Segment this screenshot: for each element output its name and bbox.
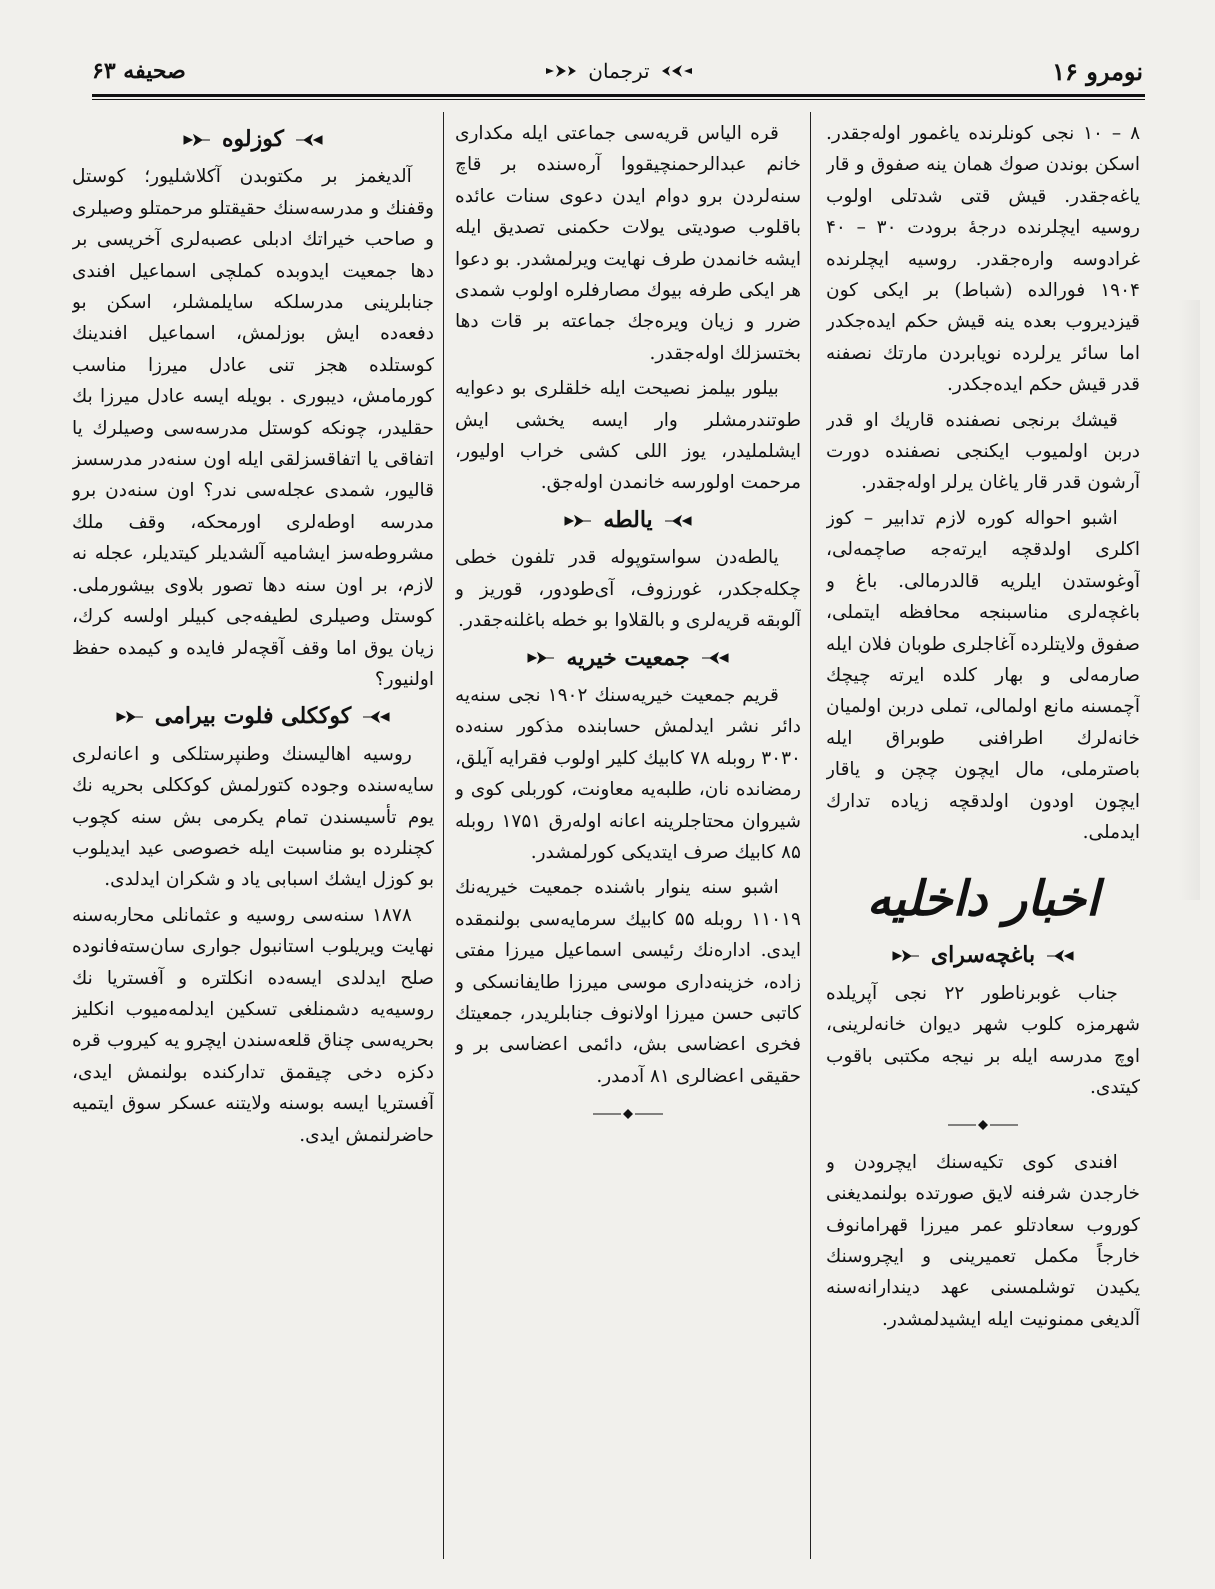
subsection-title: كوزلوه bbox=[221, 126, 285, 152]
section-heading-domestic-news: اخبار داخلیه bbox=[866, 871, 1100, 928]
paragraph: ۸ – ۱۰ نجی كونلرنده یاغمور اوله‌جقدر. اسكن بوندن صوك همان ینه صفوق و قار یاغه‌جقدر. قیش قتی شدتلی اولوب روسیه ایچلرنده درجۀ برودت ۳۰ – ۴۰ غرادوسه وارەجقدر. روسیه ایچلرنده ۱۹۰۴ فورالده (شباط) بر ایكی كون قیزدیروب بعده ینه قیش حكم ایده‌جكدر اما سائر یرلرده نویابردن مارتك نصفنه قدر قیش حكم ایده‌جكدر. bbox=[826, 123, 1140, 396]
ornament-icon bbox=[553, 514, 593, 528]
header-rule-thin bbox=[92, 99, 1145, 100]
subsection-title: باغچه‌سرای bbox=[930, 942, 1036, 969]
separator-ornament bbox=[455, 1098, 801, 1129]
paragraph: قره الیاس قریه‌سی جماعتی ایله مكداری خانم عبدالرحمنچیقووا آره‌سنده بر قاچ سنه‌لردن برو دوام ایدن دعوی سنات عائده باقلوب صودیتی یولات حكمنی تصدیق ایله ایشه خانمدن طرف نهایت ویرلمشدر. بو دعوا هر ایكی طرفه بیوك مصارفلره اولوب شمدی ضرر و زیان ویرەجك جماعته بر قات دها بختسزلك اوله‌جقدر. bbox=[455, 123, 801, 364]
masthead bbox=[92, 50, 1143, 92]
subsection-title: جمعیت خیریه bbox=[566, 644, 690, 671]
page-edge-shadow bbox=[1178, 300, 1200, 900]
column-middle bbox=[455, 118, 801, 1561]
paragraph: ۱۸۷۸ سنه‌سی روسیه و عثمانلی محاربه‌سنه نهایت ویریلوب استانبول جواری سان‌سته‌فانوده صلح ایدلدی ایسه‌ده انكلترە و آفستریا نك روسیه‌یه دشمنلغی تسكین ایدلمه‌میوب انكلیز بحریه‌سی چناق قلعه‌سندن ایچرو یه كیروب قره دكزه دخی چیقمق تداركنده بولنمش ایدی، آفستریا ایسه بوسنه ولایتنه عسكر سوق ایتمیه حاضرلنمش ایدی. bbox=[72, 904, 434, 1146]
paragraph: بیلور بیلمز نصیحت ایله خلقلری بو دعوایه طوتندرمشلر وار ایسه یخشی ایش ایشلملیدر، یوز اللی كشی خراب اولیور، مرحمت اولورسه خانمدن اوله‌جق. bbox=[455, 378, 801, 494]
page-number: صحیفه ۶۳ bbox=[92, 58, 186, 84]
paragraph: قیشك برنجی نصفنده قاریك او قدر دربن اولمیوب ایكنجی نصفنده دورت آرشون قدر قار یاغان یرلر اوله‌جقدر. bbox=[826, 409, 1140, 494]
ornament-icon bbox=[663, 514, 703, 528]
paragraph: یالطه‌دن سواستوپوله قدر تلفون خطی چكله‌جكدر، غورزوف، آی‌طودور، قوریز و آلوبقه قریه‌لری و بالقلاوا بو خطه باغلنه‌جقدر. bbox=[455, 547, 801, 632]
ornament-icon bbox=[105, 710, 145, 724]
paragraph: افندی كوی تكیه‌سنك ایچرودن و خارجدن شرفنه لایق صورتده بولنمدیغنی كوروب سعادتلو عمر میرزا قهرامانوف خارجاً مكمل تعمیرینی و ایچروسنك یكیدن توشلمسنی عهد دیندارانه‌سنه آلدیغی ممنونیت ایله ایشیدلمشدر. bbox=[826, 1151, 1140, 1330]
ornament-icon bbox=[361, 710, 401, 724]
subsection-title: یالطه bbox=[603, 506, 653, 533]
paragraph: روسیه اهالیسنك وطنپرستلكی و اعانه‌لری سایه‌سنده وجوده كتورلمش كوككلی بحریه نك یوم تأسیسندن تمام یكرمی بش سنه كچوب كچنلرده بو مناسبت ایله خصوصی عید ایدیلوب بو كوزل ایشك اسبابی یاد و شكران ایدلدی. bbox=[72, 743, 434, 891]
ornament-icon bbox=[516, 651, 556, 665]
paragraph: جناب غوبرناطور ۲۲ نجی آپریلده شهرمزه كلوب شهر دیوان خانه‌لرینی، اوچ مدرسه ایله بر نیجه مكتبی باقوب كیتدی. bbox=[826, 982, 1140, 1098]
issue-number: نومرو ۱۶ bbox=[1052, 56, 1143, 86]
subsection-heading bbox=[826, 940, 1140, 971]
paragraph: اشبو سنه ینوار باشنده جمعیت خیریه‌نك ۱۱۰۱۹ روبله ۵۵ كابیك سرمایه‌سی بولنمقده ایدی. اداره‌نك رئیسی اسماعیل میرزا مفتی زاده، خزینه‌داری موسی میرزا طایفانسكی و كاتبی حسن میرزا اولانوف جنابلریدر، جمعیتك فخری اعضاسی بش، دائمی اعضاسی بر و حقیقی اعضالری ۸۱ آدمدر. bbox=[455, 877, 801, 1087]
right-ornament-icon bbox=[544, 64, 578, 78]
subsection-heading bbox=[455, 643, 801, 674]
subsection-title: كوككلی فلوت بیرامی bbox=[154, 703, 352, 730]
column-left bbox=[72, 118, 434, 1561]
column-divider bbox=[810, 112, 811, 1559]
column-right bbox=[826, 118, 1140, 1561]
paper-title-block bbox=[544, 59, 693, 83]
paragraph: آلدیغمز بر مكتوبدن آكلاشلیور؛ كوستل وقفنك و مدرسه‌سنك حقیقتلو مرحمتلو وصیلری و صاحب خیراتك ادبلی عصبه‌لری آخریسی بر دها جمعیت ایدوبده كملچی اسماعیل افندی جنابلرینی مدرسلكه سایلمشلر، اسكن بو دفعه‌ده ایش بوزلمش، اسماعیل افندینك كوستلده هجز تنی عادل میرزا مناسب كورمامش، دیبوری . بویله ایسه عادل میرزا بك حقلیدر، چونكه كوستل مدرسه‌سی وصیلرك یا اتفاقی یا اتفاقسزلقی ایله اون سنه‌در مدرسسز قالیور، شمدی عجله‌سی ندر؟ اون سنه‌دن برو مدرسه اوطه‌لری اورمحكه، وقف ملك مشروطه‌سز ایشامیه آلشدیلر كیتدیلر، عجله نه لازم، بر اون سنه دها تصور بلاوی بیشورملی. كوستل وصیلری لطیفه‌جی كبیلر اولسه كرك، زیان یوق اما وقف آقچه‌لر فایده و كیمده حفظ اولنیور؟ bbox=[72, 166, 434, 690]
subsection-heading bbox=[72, 124, 434, 155]
ornament-icon bbox=[700, 651, 740, 665]
ornament-icon bbox=[1045, 949, 1085, 963]
ornament-icon bbox=[172, 133, 212, 147]
subsection-heading bbox=[72, 701, 434, 732]
paragraph: قریم جمعیت خیریه‌سنك ۱۹۰۲ نجی سنه‌یه دائر نشر ایدلمش حسابنده مذكور سنه‌ده ۳۰۳۰ روبله ۷۸ كابیك كلیر اولوب فقرایه آیلق، رمضانده نان، طلبه‌یه معاونت، كوربلی كوی و شیروان محتاجلرینه اعانه اوله‌رق ۱۷۵۱ روبله ۸۵ كابیك صرف ایتدیكی كورلمشدر. bbox=[455, 684, 801, 863]
left-ornament-icon bbox=[660, 64, 694, 78]
subsection-heading bbox=[455, 505, 801, 536]
separator-ornament bbox=[826, 1109, 1140, 1140]
ornament-icon bbox=[294, 133, 334, 147]
header-rule bbox=[92, 94, 1145, 97]
column-divider bbox=[443, 112, 444, 1559]
paper-title: ترجمان bbox=[588, 59, 650, 83]
ornament-icon bbox=[881, 949, 921, 963]
paragraph: اشبو احواله كوره لازم تدابیر – كوز اكلری اولدقچه ایرته‌جه صاچمه‌لی، آوغوستدن ایلریه قالدرمالی. باغ و باغچه‌لری مناسبنجه محافظه ایتملی، صفوق ولایتلرده آغاجلری طوبان فلان ایله صارمه‌لی و بهار كلدە ایرته چیچك آچمسنه مانع اولمالی، تملی دربن اولمیان خانه‌لرك اطرافنی طوبراق ایله باصترملی، مال ایچون چچن و یاقار ایچون اودون اولدقچه زیاده تدارك ایدملی. bbox=[826, 507, 1140, 843]
